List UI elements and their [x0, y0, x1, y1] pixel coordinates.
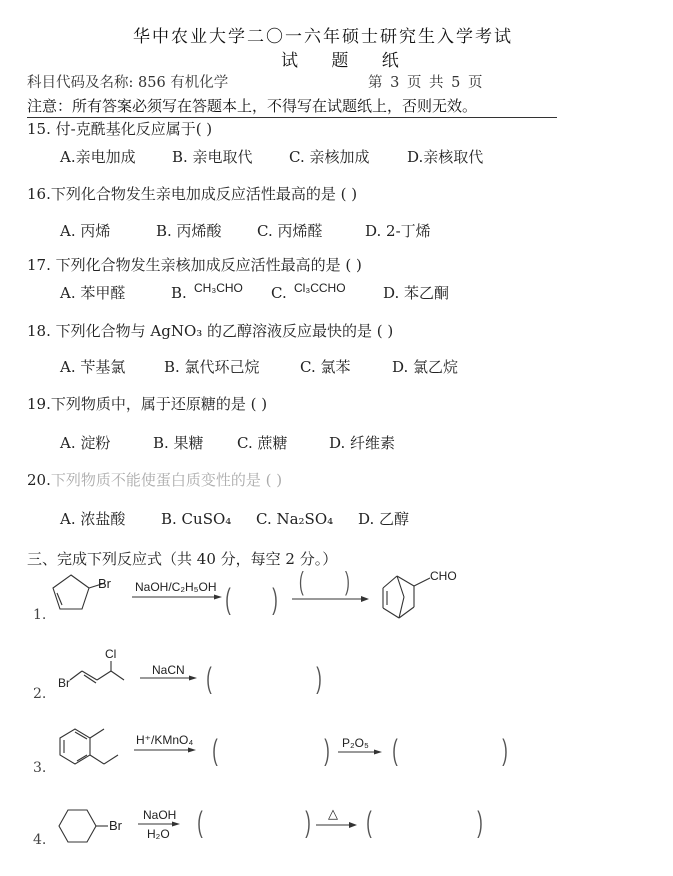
question-17: 17. 下列化合物发生亲核加成反应活性最高的是 ( ) — [27, 256, 362, 274]
substituent-br: Br — [98, 576, 111, 591]
option-b: B. 氯代环己烷 — [164, 358, 260, 376]
option-c: C. 丙烯醛 — [257, 222, 323, 240]
reagent-nacn: NaCN — [152, 663, 185, 677]
option-d: D.亲核取代 — [407, 148, 484, 166]
option-d: D. 氯乙烷 — [392, 358, 459, 376]
reagent-kmno4: H⁺/KMnO₄ — [136, 733, 194, 747]
bromochlorobutene-icon — [70, 661, 124, 683]
blank-close-paren[interactable]: ) — [305, 806, 311, 839]
option-b: B. — [171, 284, 187, 302]
reagent-naoh: NaOH — [143, 808, 177, 822]
option-c: C. 蔗糖 — [237, 434, 288, 452]
reagent-blank-open-paren[interactable]: ( — [298, 566, 304, 596]
reaction-4-number: 4. — [33, 832, 47, 848]
exam-title: 华中农业大学二〇一六年硕士研究生入学考试 — [133, 27, 513, 47]
substituent-br: Br — [58, 676, 70, 690]
option-a: A. 苯甲醛 — [60, 284, 126, 302]
question-16: 16.下列化合物发生亲电加成反应活性最高的是 ( ) — [27, 185, 358, 203]
option-c: C. 氯苯 — [300, 358, 351, 376]
option-a: A.亲电加成 — [60, 148, 136, 166]
option-c-formula: Cl₃CCHO — [294, 281, 346, 295]
option-a: A. 淀粉 — [60, 434, 111, 452]
blank-open-paren[interactable]: ( — [197, 806, 203, 839]
option-d: D. 乙醇 — [358, 510, 410, 528]
question-number: 20. — [27, 471, 51, 489]
option-b-formula: CH₃CHO — [194, 281, 243, 295]
blank-close-paren[interactable]: ) — [324, 734, 330, 767]
question-15: 15. 付-克酰基化反应属于( ) — [27, 120, 213, 138]
option-c: C. — [271, 284, 287, 302]
reagent-naoh-ethanol: NaOH/C₂H₅OH — [135, 580, 217, 594]
option-d: D. 2-丁烯 — [365, 222, 431, 240]
option-b: B. 果糖 — [153, 434, 204, 452]
option-b: B. CuSO₄ — [161, 510, 232, 528]
question-18: 18. 下列化合物与 AgNO₃ 的乙醇溶液反应最快的是 ( ) — [27, 322, 394, 340]
reagent-blank-close-paren[interactable]: ) — [344, 566, 350, 596]
section-heading: 三、完成下列反应式（共 40 分，每空 2 分。） — [27, 550, 338, 568]
blank-close-paren[interactable]: ) — [316, 662, 322, 695]
blank-close-paren[interactable]: ) — [272, 583, 278, 616]
heat-triangle-icon: △ — [328, 806, 338, 821]
question-19: 19.下列物质中，属于还原糖的是 ( ) — [27, 395, 268, 413]
blank-close-paren[interactable]: ) — [477, 806, 483, 839]
bromocyclohexane-icon — [59, 810, 108, 842]
blank-open-paren[interactable]: ( — [225, 583, 231, 616]
option-c: C. Na₂SO₄ — [256, 510, 334, 528]
blank-open-paren[interactable]: ( — [206, 662, 212, 695]
reaction-3-number: 3. — [33, 760, 47, 776]
option-b: B. 丙烯酸 — [156, 222, 222, 240]
option-a: A. 丙烯 — [60, 222, 111, 240]
reaction-1-number: 1. — [33, 607, 47, 623]
reaction-2-number: 2. — [33, 686, 47, 702]
option-d: D. 纤维素 — [329, 434, 396, 452]
option-a: A. 苄基氯 — [60, 358, 126, 376]
option-a: A. 浓盐酸 — [60, 510, 126, 528]
product-cho-label: CHO — [430, 569, 457, 583]
option-d: D. 苯乙酮 — [383, 284, 450, 302]
subject-code: 科目代码及名称: 856 有机化学 — [27, 75, 229, 91]
question-stem: 下列物质不能使蛋白质变性的是 ( ) — [50, 471, 283, 489]
substituent-br: Br — [109, 818, 122, 833]
ethyltoluene-icon — [60, 729, 118, 764]
blank-open-paren[interactable]: ( — [212, 734, 218, 767]
substituent-cl: Cl — [105, 647, 117, 661]
blank-close-paren[interactable]: ) — [502, 734, 508, 767]
page-info: 第 3 页 共 5 页 — [368, 75, 483, 91]
notice: 注意：所有答案必须写在答题本上，不得写在试题纸上，否则无效。 — [27, 95, 557, 118]
option-c: C. 亲核加成 — [289, 148, 370, 166]
option-b: B. 亲电取代 — [172, 148, 253, 166]
blank-open-paren[interactable]: ( — [366, 806, 372, 839]
reagent-p2o5: P₂O₅ — [342, 736, 369, 750]
reagent-water: H₂O — [147, 827, 170, 841]
exam-subtitle: 试 题 纸 — [281, 51, 399, 71]
blank-open-paren[interactable]: ( — [392, 734, 398, 767]
norbornene-aldehyde-icon — [383, 576, 430, 618]
